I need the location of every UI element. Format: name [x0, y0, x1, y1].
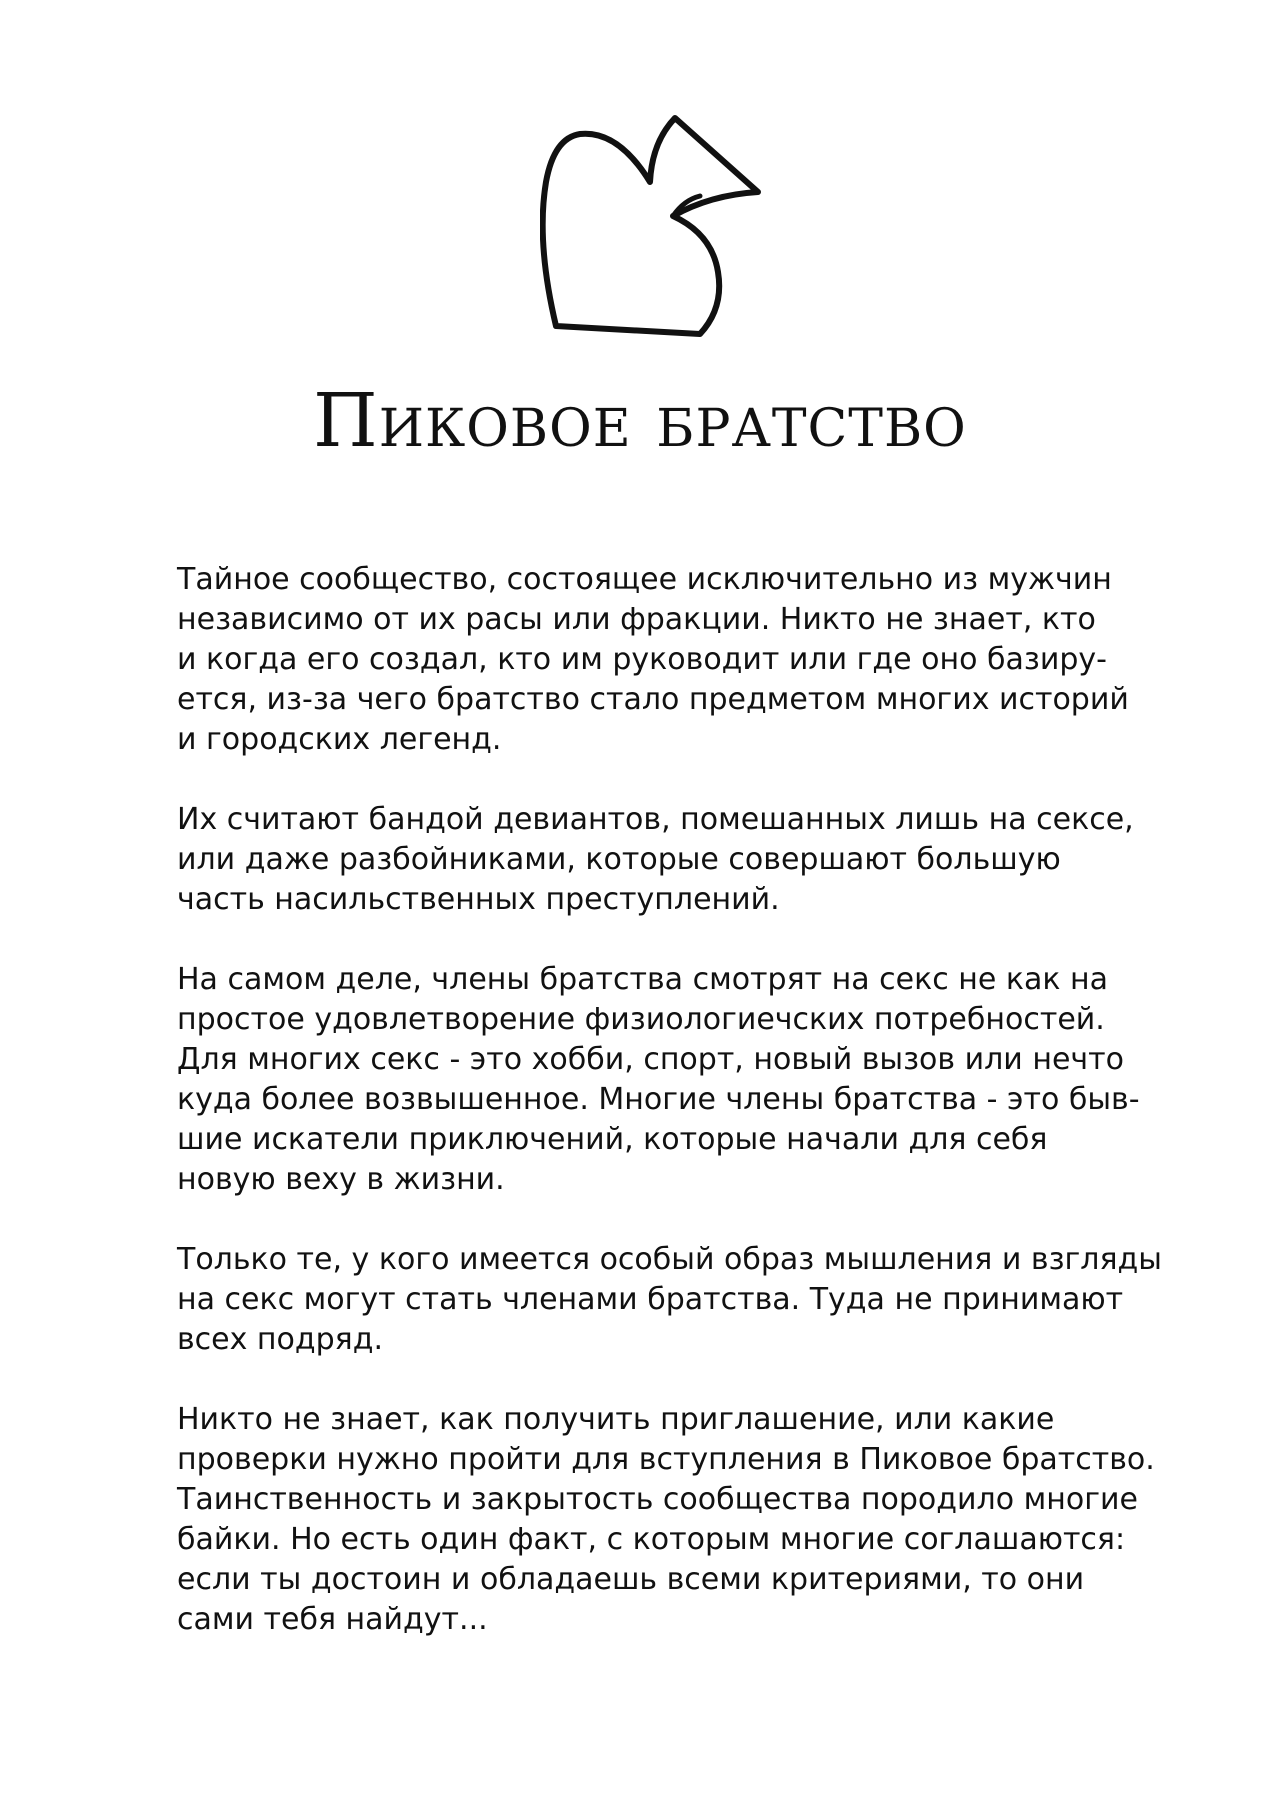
- text-line: всех подряд.: [177, 1322, 384, 1357]
- text-line: если ты достоин и обладаешь всеми критериями, то они: [177, 1562, 1085, 1597]
- text-line: новую веху в жизни.: [177, 1162, 505, 1197]
- text-line: байки. Но есть один факт, с которым многие соглашаются:: [177, 1522, 1126, 1557]
- text-line: ется, из-за чего братство стало предметом многих историй: [177, 682, 1129, 717]
- page-title: Пиковое братство: [313, 378, 967, 464]
- text-line: шие искатели приключений, которые начали для себя: [177, 1122, 1048, 1157]
- text-line: куда более возвышенное. Многие члены братства - это быв-: [177, 1082, 1140, 1117]
- text-line: простое удовлетворение физиологиечских потребностей.: [177, 1002, 1105, 1037]
- paragraph-2: [177, 800, 1187, 920]
- spade-icon: [540, 112, 776, 338]
- article-body: [177, 560, 1187, 1680]
- paragraph-1: [177, 560, 1187, 760]
- text-line: Тайное сообщество, состоящее исключительно из мужчин: [177, 562, 1112, 597]
- text-line: независимо от их расы или фракции. Никто не знает, кто: [177, 602, 1096, 637]
- text-line: Таинственность и закрытость сообщества породило многие: [177, 1482, 1138, 1517]
- text-line: Только те, у кого имеется особый образ мышления и взгляды: [177, 1242, 1162, 1277]
- text-line: часть насильственных преступлений.: [177, 882, 780, 917]
- text-line: Для многих секс - это хобби, спорт, новый вызов или нечто: [177, 1042, 1124, 1077]
- text-line: на секс могут стать членами братства. Туда не принимают: [177, 1282, 1124, 1317]
- paragraph-4: [177, 1240, 1187, 1360]
- paragraph-3: [177, 960, 1187, 1200]
- text-line: проверки нужно пройти для вступления в Пиковое братство.: [177, 1442, 1155, 1477]
- text-line: Их считают бандой девиантов, помешанных лишь на сексе,: [177, 802, 1134, 837]
- text-line: Никто не знает, как получить приглашение, или какие: [177, 1402, 1055, 1437]
- text-line: сами тебя найдут...: [177, 1602, 488, 1637]
- text-line: и городских легенд.: [177, 722, 502, 757]
- text-line: и когда его создал, кто им руководит или где оно базиру-: [177, 642, 1107, 677]
- text-line: На самом деле, члены братства смотрят на секс не как на: [177, 962, 1109, 997]
- text-line: или даже разбойниками, которые совершают большую: [177, 842, 1061, 877]
- paragraph-5: [177, 1400, 1187, 1640]
